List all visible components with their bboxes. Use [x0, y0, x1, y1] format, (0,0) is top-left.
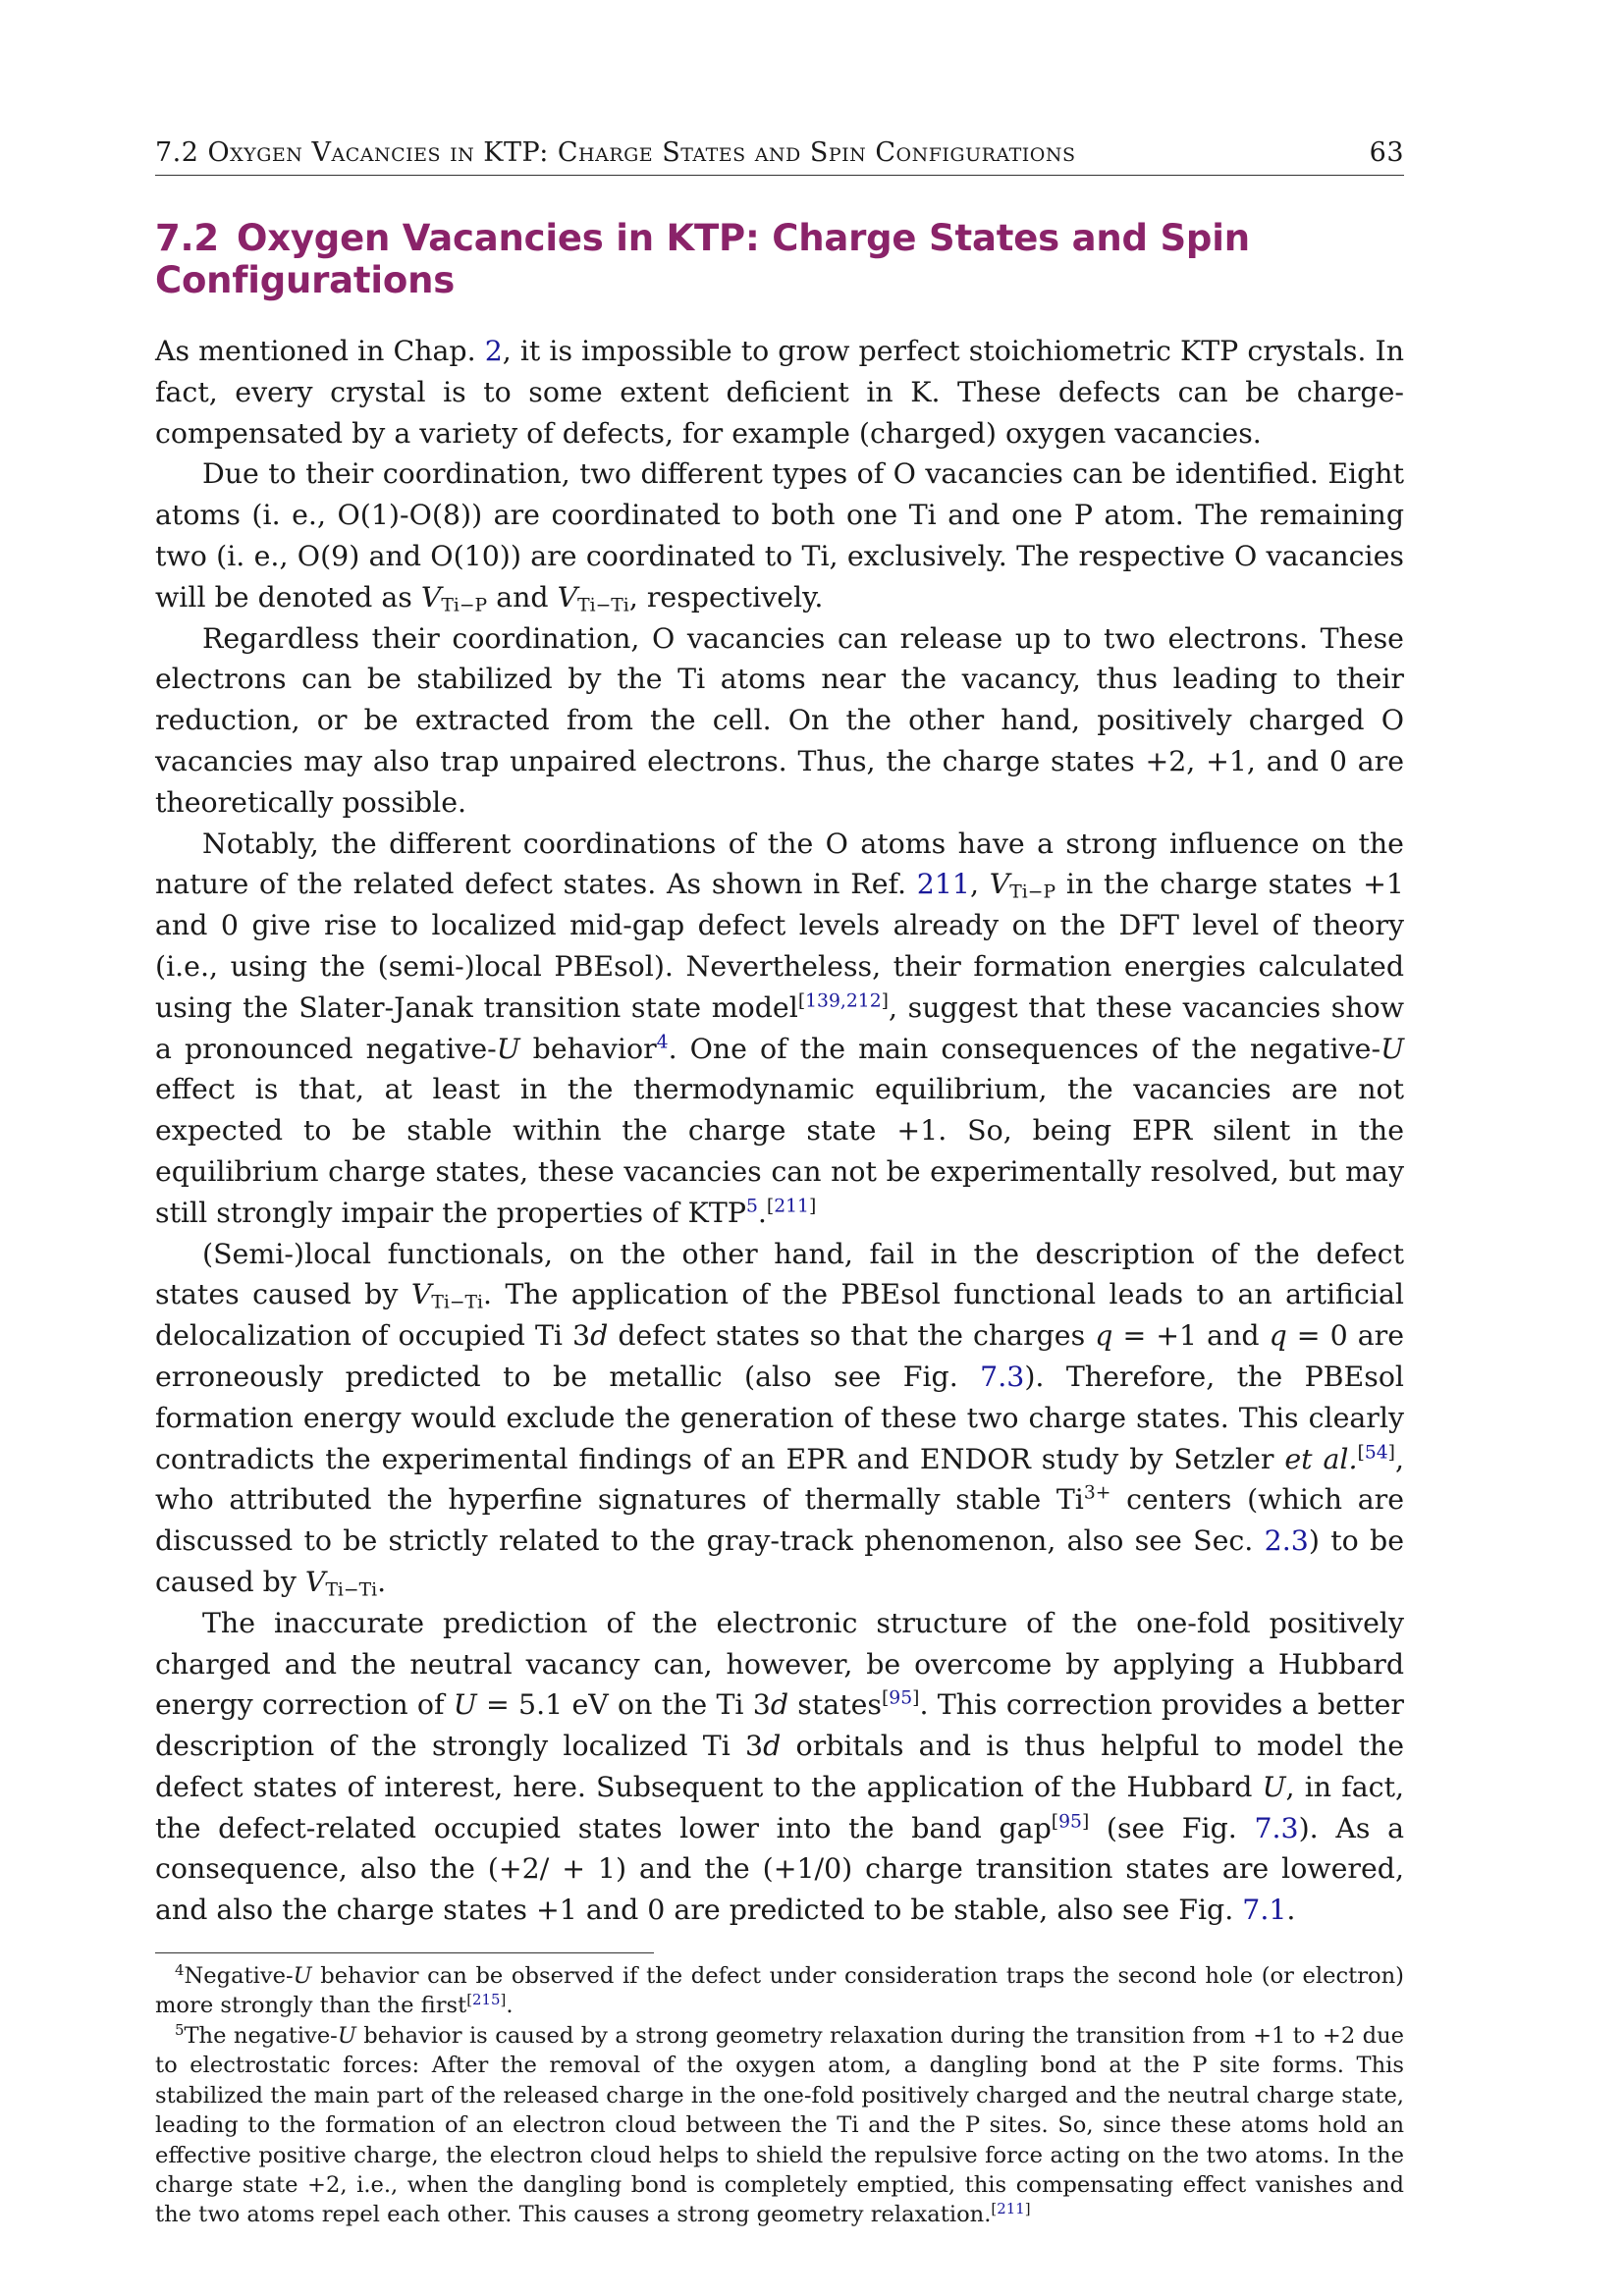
citation-link[interactable]: 211 — [997, 2200, 1025, 2218]
ref-link[interactable]: 211 — [916, 868, 970, 901]
citation-link[interactable]: 54 — [1364, 1442, 1388, 1464]
footnote-link[interactable]: 4 — [656, 1032, 669, 1053]
section-heading — [155, 217, 1404, 301]
paragraph-6: The inaccurate prediction of the electronic structure of the one-fold positively charged and the neutral vacancy can, however, be overcome by applying a Hubbard energy correction of U = 5.1 eV on the Ti 3d states[95]. This correction provides a better description of the strongly localized Ti 3d orbitals and is thus helpful to model the defect states of interest, here. Subsequent to the application of the Hubbard U, in fact, the defect-related occupied states lower into the band gap[95] (see Fig. 7.3). As a consequence, also the (+2/ + 1) and the (+1/0) charge transition states are lowered, and also the charge states +1 and 0 are predicted to be stable, also see Fig. 7.1. — [155, 1606, 1404, 1927]
footnote-4: $^4$Negative-U behavior can be observed if the defect under consideration traps the second hole (or electron) more strongly than the first[215]. — [155, 1960, 1404, 2019]
paragraph-3: Regardless their coordination, O vacancies can release up to two electrons. These electrons can be stabilized by the Ti atoms near the vacancy, thus leading to their reduction, or be extracted from the cell. On the other hand, positively charged O vacancies may also trap unpaired electrons. Thus, the charge states +2, +1, and 0 are theoretically possible. — [155, 621, 1404, 819]
section-title: Oxygen Vacancies in KTP: Charge States and Spin Configurations — [155, 217, 1250, 301]
footnote-5: $^5$The negative-U behavior is caused by a strong geometry relaxation during the transition from +1 to +2 due to electrostatic forces: After the removal of the oxygen atom, a dangling bond at the P site forms. This stabilized the main part of the released charge in the one-fold positively charged and the neutral charge state, leading to the formation of an electron cloud between the Ti and the P sites. So, since these atoms hold an effective positive charge, the electron cloud helps to shield the repulsive force acting on the two atoms. In the charge state +2, i.e., when the dangling bond is completely emptied, this compensating effect vanishes and the two atoms repel each other. This causes a strong geometry relaxation.[211] — [155, 2020, 1404, 2228]
section-number: 7.2 — [155, 217, 219, 259]
body-text — [155, 331, 1404, 1931]
chapter-link[interactable]: 2 — [484, 335, 503, 367]
citation-link[interactable]: 95 — [889, 1688, 913, 1709]
section-link[interactable]: 2.3 — [1264, 1524, 1309, 1558]
paragraph-1: As mentioned in Chap. 2, it is impossible to grow perfect stoichiometric KTP crystals. In fact, every crystal is to some extent deficient in K. These defects can be charge-compensated by a variety of defects, for example (charged) oxygen vacancies. — [155, 335, 1404, 450]
citation-link[interactable]: 211 — [774, 1196, 809, 1217]
paragraph-2: Due to their coordination, two different types of O vacancies can be identified. Eight atoms (i. e., O(1)-O(8)) are coordinated to both one Ti and one P atom. The remaining two (i. e., O(9) and O(10)) are coordinated to Ti, exclusively. The respective O vacancies will be denoted as $V_{Ti-P}$ and $V_{Ti-Ti}$, respectively. — [155, 457, 1404, 616]
paragraph-5: (Semi-)local functionals, on the other hand, fail in the description of the defect states caused by $V_{Ti-Ti}$. The application of the PBEsol functional leads to an artificial delocalization of occupied Ti 3d defect states so that the charges q = +1 and q = 0 are erroneously predicted to be metallic (also see Fig. 7.3). Therefore, the PBEsol formation energy would exclude the generation of these two charge states. This clearly contradicts the experimental findings of an EPR and ENDOR study by Setzler et al.[54], who attributed the hyperfine signatures of thermally stable $Ti^{3+}$ centers (which are discussed to be strictly related to the gray-track phenomenon, also see Sec. 2.3) to be caused by $V_{Ti-Ti}$. — [155, 1237, 1405, 1601]
running-header — [155, 137, 1404, 176]
footnote-link[interactable]: 5 — [745, 1196, 758, 1217]
citation-link[interactable]: 139,212 — [805, 990, 882, 1012]
citation-link[interactable]: 95 — [1058, 1811, 1082, 1833]
figure-link[interactable]: 7.3 — [980, 1360, 1025, 1393]
footnote-rule — [155, 1952, 654, 1953]
citation-link[interactable]: 215 — [472, 1991, 501, 2009]
page-number: 63 — [1369, 137, 1404, 168]
paragraph-4: Notably, the different coordinations of the O atoms have a strong influence on the nature of the related defect states. As shown in Ref. 211, $V_{Ti-P}$ in the charge states +1 and 0 give rise to localized mid-gap defect levels already on the DFT level of theory (i.e., using the (semi-)local PBEsol). Nevertheless, their formation energies calculated using the Slater-Janak transition state model[139,212], suggest that these vacancies show a pronounced negative-U behavior$^4$. One of the main consequences of the negative-U effect is that, at least in the thermodynamic equilibrium, the vacancies are not expected to be stable within the charge state +1. So, being EPR silent in the equilibrium charge states, these vacancies can not be experimentally resolved, but may still strongly impair the properties of KTP$^5$.[211] — [155, 827, 1404, 1229]
figure-link[interactable]: 7.3 — [1254, 1811, 1299, 1844]
footnotes — [155, 1961, 1404, 2230]
page — [155, 137, 1404, 2230]
figure-link[interactable]: 7.1 — [1242, 1894, 1287, 1927]
running-header-title: 7.2 Oxygen Vacancies in KTP: Charge States and Spin Configurations — [155, 137, 1076, 168]
